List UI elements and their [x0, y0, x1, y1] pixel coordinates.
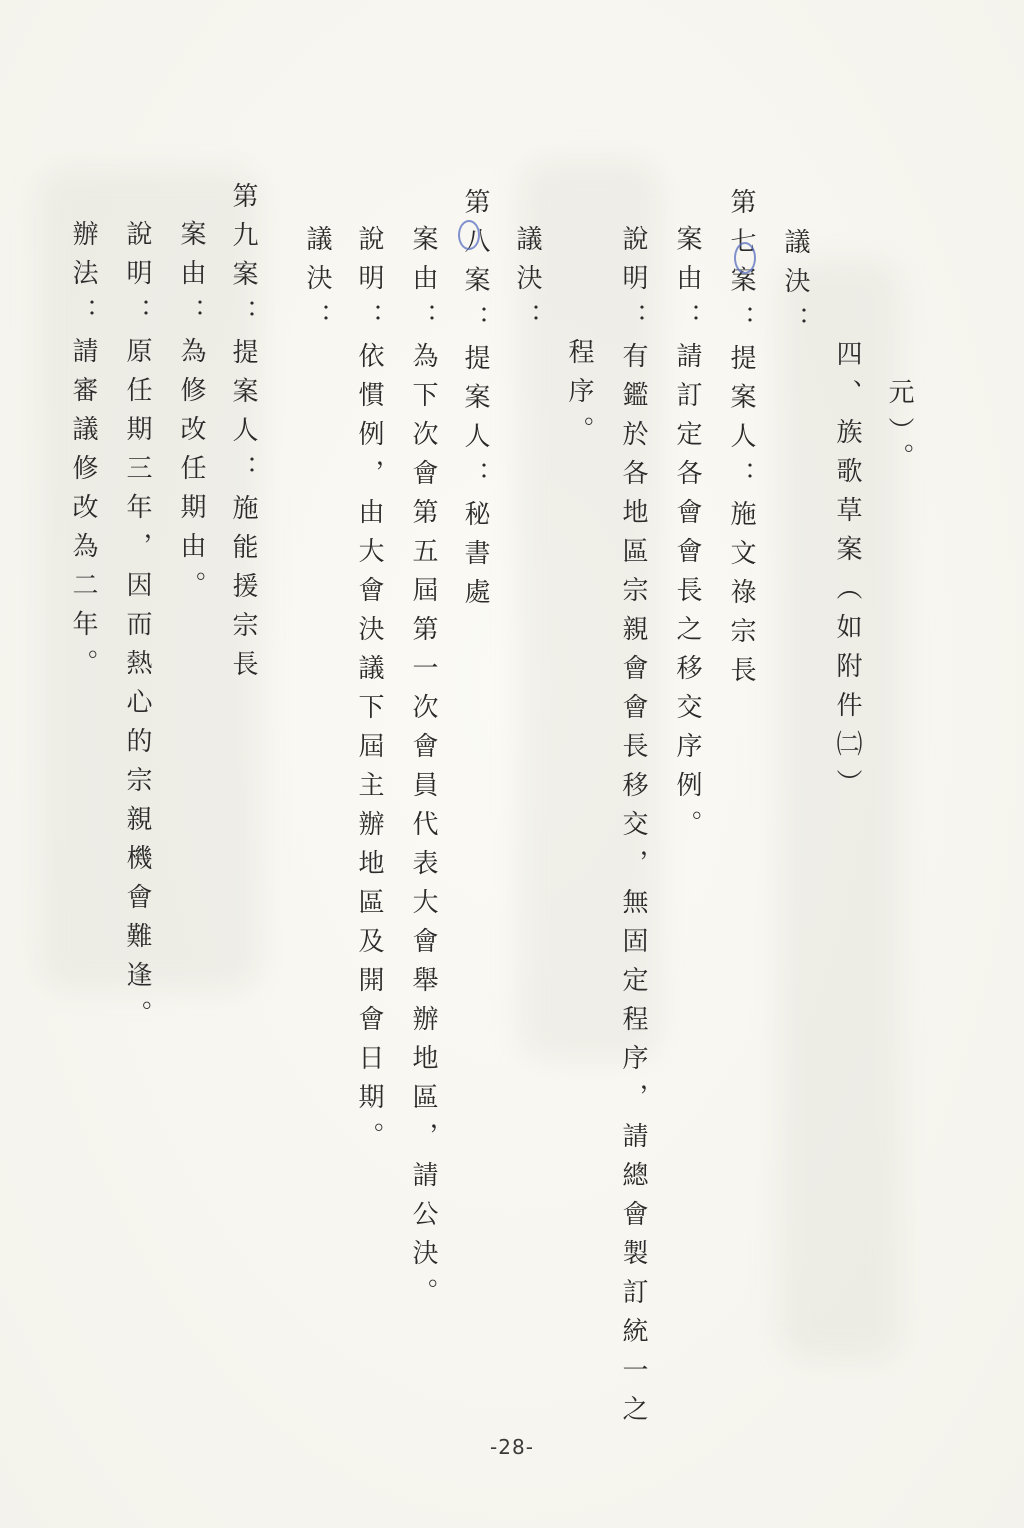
text-column-13: 第九案：提案人：施能援宗長	[228, 182, 258, 689]
text-column-12: 議決：	[302, 225, 332, 342]
text-column-4: 第七案：提案人：施文祿宗長	[726, 188, 756, 695]
text-column-16: 辦法：請審議修改為二年。	[68, 220, 98, 688]
text-column-3: 議決：	[780, 228, 810, 345]
text-column-11: 說明：依慣例，由大會決議下屆主辦地區及開會日期。	[354, 225, 384, 1161]
text-column-2: 四、族歌草案（如附件㈡）	[832, 340, 862, 808]
text-column-5: 案由：請訂定各會會長之移交序例。	[672, 225, 702, 849]
handwritten-ink-mark	[458, 220, 480, 250]
text-column-7: 程序。	[564, 338, 594, 455]
text-column-1: 元）。	[884, 378, 914, 482]
text-column-10: 案由：為下次會第五屆第一次會員代表大會舉辦地區，請公決。	[408, 225, 438, 1317]
text-column-9: 第八案：提案人：秘書處	[460, 188, 490, 617]
page-number: -28-	[490, 1435, 534, 1459]
text-column-15: 說明：原任期三年，因而熱心的宗親機會難逢。	[122, 220, 152, 1039]
text-column-8: 議決：	[512, 225, 542, 342]
text-column-6: 說明：有鑑於各地區宗親會會長移交，無固定程序，請總會製訂統一之	[618, 225, 648, 1434]
handwritten-ink-mark	[734, 242, 756, 274]
text-column-14: 案由：為修改任期由。	[176, 220, 206, 610]
